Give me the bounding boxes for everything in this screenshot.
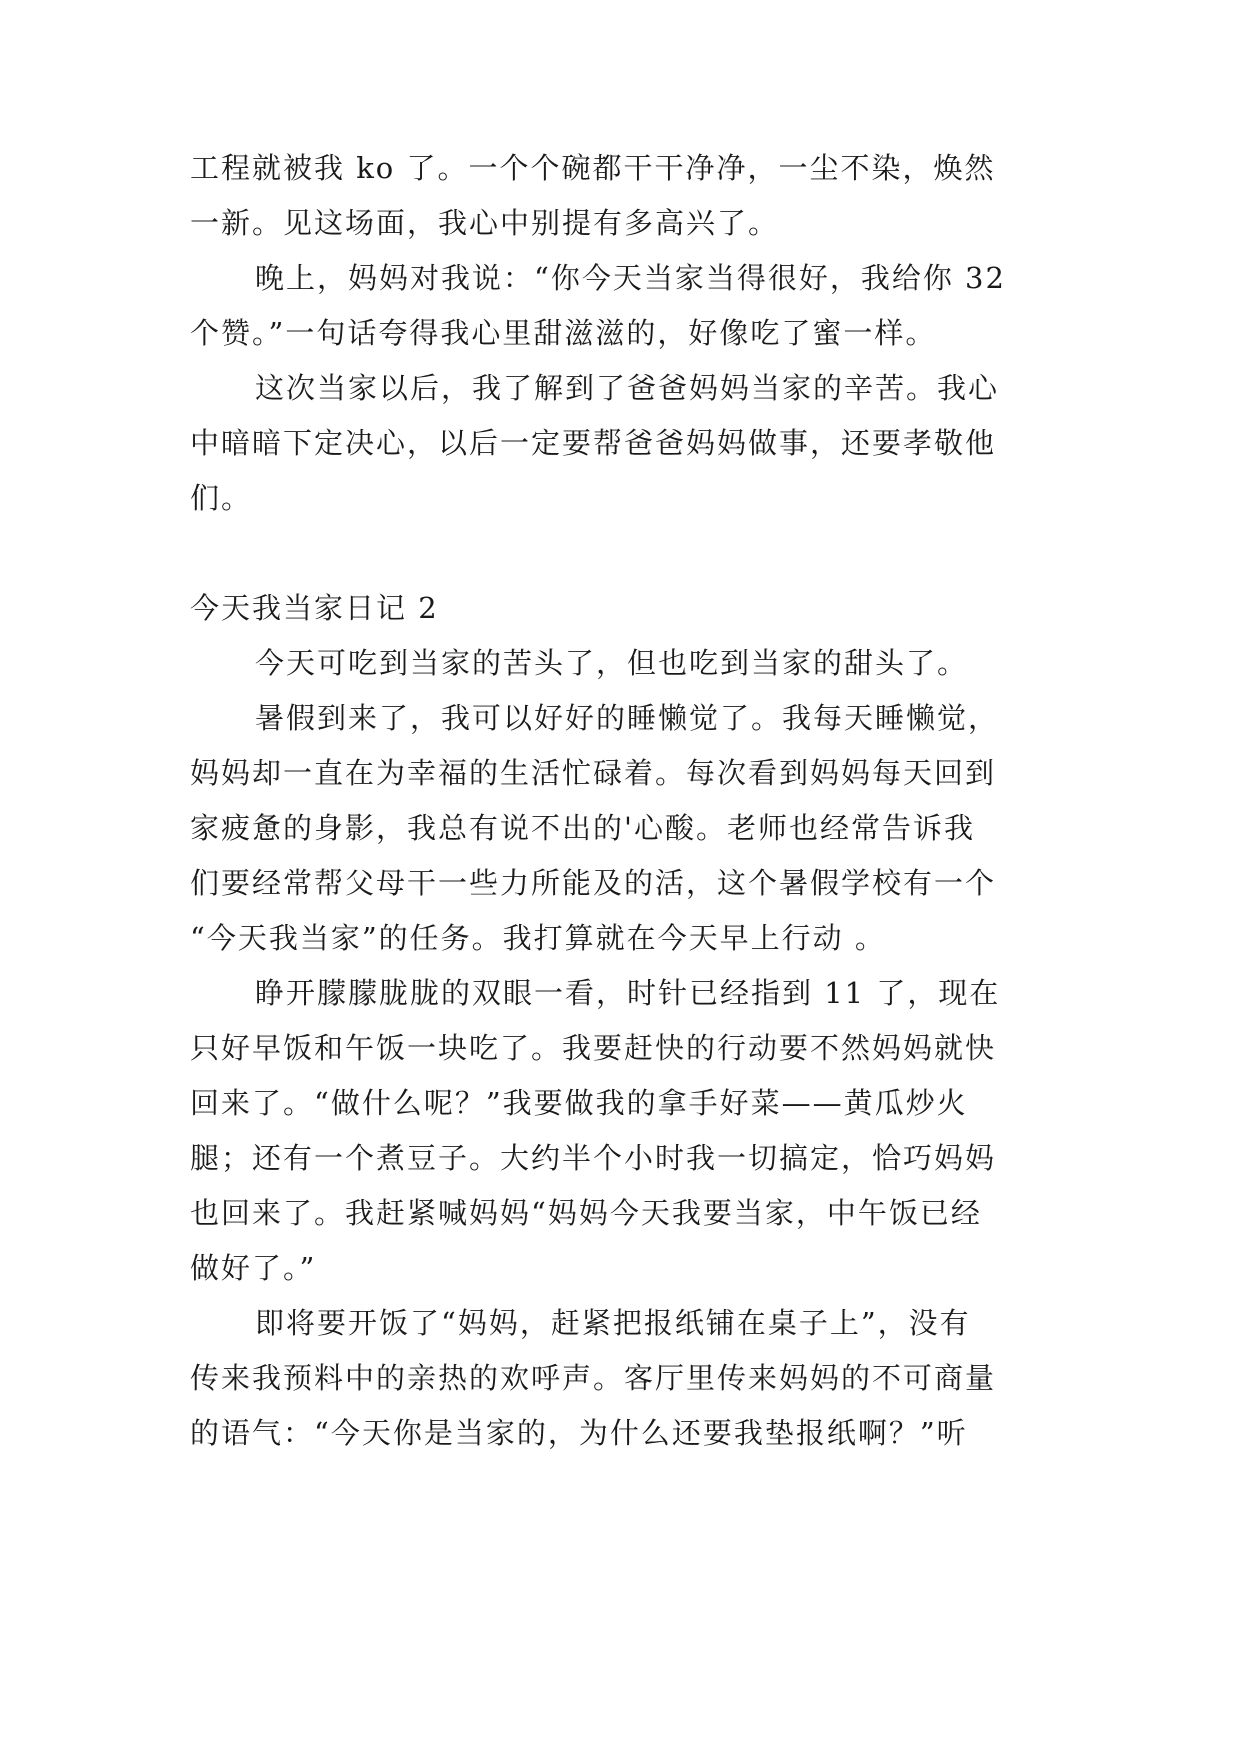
text-line: 妈妈却一直在为幸福的生活忙碌着。每次看到妈妈每天回到 [190,756,997,790]
text-line: 即将要开饭了“妈妈，赶紧把报纸铺在桌子上”，没有 [255,1306,971,1340]
text-line: 工程就被我 ko 了。一个个碗都干干净净，一尘不染，焕然 [190,151,996,185]
text-line: 做好了。” [190,1251,317,1285]
text-line: 的语气：“今天你是当家的，为什么还要我垫报纸啊？”听 [190,1416,968,1450]
text-line: 一新。见这场面，我心中别提有多高兴了。 [190,206,780,240]
text-line: 们要经常帮父母干一些力所能及的活，这个暑假学校有一个 [190,866,997,900]
text-line: 们。 [190,481,253,515]
text-line: 传来我预料中的亲热的欢呼声。客厅里传来妈妈的不可商量 [190,1361,997,1395]
text-line: 也回来了。我赶紧喊妈妈“妈妈今天我要当家，中午饭已经 [190,1196,982,1230]
text-line: 睁开朦朦胧胧的双眼一看，时针已经指到 11 了，现在 [255,976,1001,1010]
text-line: 个赞。”一句话夸得我心里甜滋滋的，好像吃了蜜一样。 [190,316,937,350]
text-line: 暑假到来了，我可以好好的睡懒觉了。我每天睡懒觉， [255,701,1000,735]
text-line: 这次当家以后，我了解到了爸爸妈妈当家的辛苦。我心 [255,371,1000,405]
section-title: 今天我当家日记 2 [190,591,439,625]
text-line: 今天可吃到当家的苦头了，但也吃到当家的甜头了。 [255,646,969,680]
text-line: 腿；还有一个煮豆子。大约半个小时我一切搞定，恰巧妈妈 [190,1141,997,1175]
text-line: 家疲惫的身影，我总有说不出的'心酸。老师也经常告诉我 [190,811,975,845]
text-line: “今天我当家”的任务。我打算就在今天早上行动 。 [190,921,886,955]
text-line: 中暗暗下定决心，以后一定要帮爸爸妈妈做事，还要孝敬他 [190,426,997,460]
text-line: 回来了。“做什么呢？”我要做我的拿手好菜——黄瓜炒火 [190,1086,968,1120]
text-line: 晚上，妈妈对我说：“你今天当家当得很好，我给你 32 [255,261,1006,295]
text-line: 只好早饭和午饭一块吃了。我要赶快的行动要不然妈妈就快 [190,1031,997,1065]
